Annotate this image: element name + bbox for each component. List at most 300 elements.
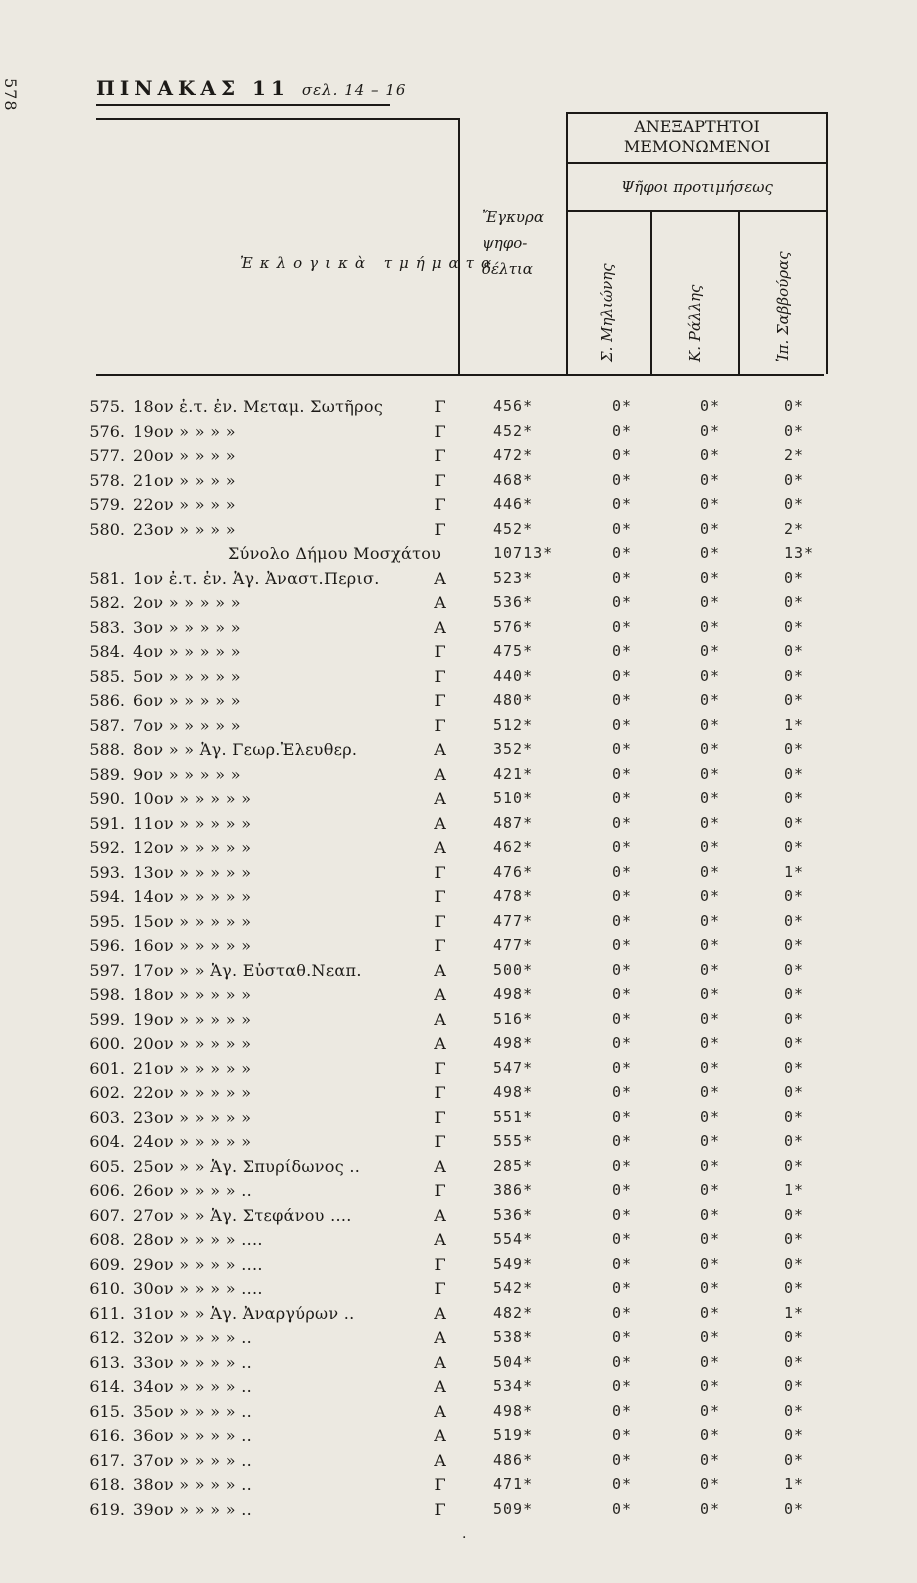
row-votes-milionis: 0* [612,1377,633,1395]
row-description: 16ον » » » » » [133,936,252,955]
row-votes-milionis: 0* [612,421,633,440]
row-number: 590. [89,789,125,808]
row-votes-rallis: 0* [700,985,721,1003]
row-district: Γ [434,715,446,735]
table-row [0,1105,917,1130]
row-number: 586. [89,691,125,710]
group-title [566,117,828,157]
row-votes-milionis: 0* [612,642,633,660]
row-number: 605. [89,1156,125,1176]
table-row [0,1080,917,1105]
row-number: 578. [89,470,125,490]
table-row [0,1056,917,1081]
row-votes-rallis: 0* [700,813,721,832]
row-votes-rallis: 0* [700,1181,721,1199]
row-valid-ballots: 512* [493,715,534,734]
row-district: Α [434,1034,446,1053]
row-number: 597. [89,960,125,980]
row-district: Α [434,1230,446,1249]
row-votes-savvouras: 0* [784,838,805,856]
row-number: 598. [89,985,125,1004]
row-description: 19ον » » » » » [133,1009,252,1029]
row-description: 5ον » » » » » [133,666,241,686]
row-votes-rallis: 0* [700,1107,721,1126]
row-votes-savvouras: 1* [784,715,805,734]
table-row [0,958,917,983]
row-number: 613. [89,1352,125,1372]
table-row [0,1154,917,1179]
row-votes-milionis: 0* [612,1230,633,1248]
row-votes-milionis: 0* [612,960,633,979]
row-district: Γ [434,470,446,490]
row-number: 617. [89,1450,125,1470]
candidate-label-3: Ἱπ. Σαββούρας [774,251,792,362]
row-number: 596. [89,936,125,955]
row-district: Γ [434,642,446,661]
row-district: Γ [434,446,446,465]
table-row [0,1325,917,1350]
row-district: Γ [434,1107,446,1127]
row-description: 30ον » » » » .... [133,1279,263,1298]
row-votes-rallis: 0* [700,642,721,660]
row-number: 577. [89,446,125,465]
row-votes-savvouras: 2* [784,519,805,538]
valid-header-line2: ψηφο- [482,234,528,252]
row-votes-rallis: 0* [700,1132,721,1150]
row-votes-rallis: 0* [700,740,721,758]
row-votes-rallis: 0* [700,544,721,562]
row-votes-rallis: 0* [700,470,721,489]
row-district: Γ [434,911,446,931]
row-number: 600. [89,1034,125,1053]
row-votes-rallis: 0* [700,617,721,636]
row-valid-ballots: 538* [493,1328,534,1346]
row-votes-rallis: 0* [700,666,721,685]
row-valid-ballots: 477* [493,936,534,954]
row-district: Α [434,1303,446,1323]
row-district: Γ [434,397,446,416]
row-valid-ballots: 551* [493,1107,534,1126]
header-top-rule [96,104,390,106]
row-description: 26ον » » » » .. [133,1181,252,1200]
row-votes-savvouras: 0* [784,1450,805,1469]
row-district: Γ [434,421,446,441]
row-valid-ballots: 500* [493,960,534,979]
row-votes-milionis: 0* [612,715,633,734]
table-row [0,468,917,493]
group-box-top [566,112,828,114]
row-valid-ballots: 352* [493,740,534,758]
row-votes-savvouras: 1* [784,1303,805,1322]
row-description: 6ον » » » » » [133,691,241,710]
row-number: 608. [89,1230,125,1249]
row-district: Α [434,1426,446,1445]
row-votes-milionis: 0* [612,593,633,611]
row-number: 619. [89,1499,125,1519]
candidate-label-2: Κ. Ράλλης [686,284,704,362]
row-district: Α [434,764,446,784]
row-votes-rallis: 0* [700,691,721,709]
row-votes-milionis: 0* [612,544,633,562]
row-votes-rallis: 0* [700,1083,721,1101]
row-description: 24ον » » » » » [133,1132,252,1151]
row-votes-milionis: 0* [612,813,633,832]
row-votes-savvouras: 0* [784,887,805,905]
row-votes-milionis: 0* [612,1107,633,1126]
row-valid-ballots: 516* [493,1009,534,1028]
row-description: 27ον » » Ἁγ. Στεφάνου .... [133,1205,352,1225]
row-votes-milionis: 0* [612,985,633,1003]
row-valid-ballots: 478* [493,887,534,905]
table-row [0,1178,917,1203]
col-divider-c2 [738,210,740,374]
row-valid-ballots: 542* [493,1279,534,1297]
page-title [96,76,406,100]
row-votes-milionis: 0* [612,1205,633,1224]
row-district: Γ [434,1132,446,1151]
row-votes-milionis: 0* [612,1450,633,1469]
row-votes-milionis: 0* [612,1254,633,1273]
row-votes-rallis: 0* [700,1230,721,1248]
row-votes-rallis: 0* [700,495,721,513]
row-number: 610. [89,1279,125,1298]
row-description: 23ον » » » » » [133,1107,252,1127]
row-votes-rallis: 0* [700,1279,721,1297]
row-district: Γ [434,1083,446,1102]
row-district: Γ [434,1279,446,1298]
row-number: 611. [89,1303,125,1323]
table-row [0,566,917,591]
row-valid-ballots: 475* [493,642,534,660]
row-number: 602. [89,1083,125,1102]
row-description: 11ον » » » » » [133,813,252,833]
row-description: 10ον » » » » » [133,789,252,808]
table-row [0,1374,917,1399]
valid-header-line3: δέλτια [482,260,533,278]
row-votes-savvouras: 0* [784,1352,805,1371]
row-votes-savvouras: 0* [784,911,805,930]
row-valid-ballots: 498* [493,1401,534,1420]
table-row [0,443,917,468]
row-district: Γ [434,887,446,906]
row-district: Γ [434,1058,446,1078]
row-votes-savvouras: 0* [784,642,805,660]
row-votes-milionis: 0* [612,838,633,856]
page-number: 578 [1,78,20,112]
table-row [0,419,917,444]
row-votes-savvouras: 1* [784,862,805,881]
row-district: Α [434,1352,446,1372]
row-number: 601. [89,1058,125,1078]
row-votes-rallis: 0* [700,1499,721,1518]
row-description: 35ον » » » » .. [133,1401,252,1421]
row-district: Α [434,985,446,1004]
row-description: 38ον » » » » .. [133,1475,252,1494]
row-number: 612. [89,1328,125,1347]
row-votes-savvouras: 0* [784,1156,805,1175]
row-description: 12ον » » » » » [133,838,252,857]
row-votes-rallis: 0* [700,1034,721,1052]
row-valid-ballots: 421* [493,764,534,783]
row-votes-rallis: 0* [700,1058,721,1077]
table-row [0,811,917,836]
row-number: 603. [89,1107,125,1127]
row-votes-savvouras: 0* [784,495,805,513]
row-valid-ballots: 452* [493,421,534,440]
row-votes-savvouras: 0* [784,1328,805,1346]
row-votes-rallis: 0* [700,1475,721,1493]
row-district: Α [434,1328,446,1347]
row-votes-milionis: 0* [612,1034,633,1052]
row-number: 614. [89,1377,125,1396]
row-votes-savvouras: 13* [784,544,815,562]
row-valid-ballots: 555* [493,1132,534,1150]
row-description: 21ον » » » » » [133,1058,252,1078]
row-number: 575. [89,397,125,416]
row-votes-savvouras: 0* [784,936,805,954]
row-valid-ballots: 536* [493,593,534,611]
row-number: 615. [89,1401,125,1421]
row-votes-milionis: 0* [612,1181,633,1199]
row-votes-rallis: 0* [700,1426,721,1444]
row-votes-milionis: 0* [612,1009,633,1028]
row-district: Γ [434,495,446,514]
row-votes-rallis: 0* [700,1009,721,1028]
row-description: 39ον » » » » .. [133,1499,252,1519]
row-description: 36ον » » » » .. [133,1426,252,1445]
row-votes-milionis: 0* [612,1303,633,1322]
row-valid-ballots: 519* [493,1426,534,1444]
row-votes-rallis: 0* [700,593,721,611]
row-district: Α [434,593,446,612]
row-valid-ballots: 549* [493,1254,534,1273]
row-votes-savvouras: 0* [784,568,805,587]
row-valid-ballots: 487* [493,813,534,832]
row-valid-ballots: 285* [493,1156,534,1175]
row-description: 8ον » » Ἁγ. Γεωρ.Ἐλευθερ. [133,740,358,759]
row-description: Σύνολο Δήμου Μοσχάτου [228,544,442,563]
row-number: 581. [89,568,125,588]
row-number: 609. [89,1254,125,1274]
row-votes-savvouras: 0* [784,421,805,440]
candidate-label-1: Σ. Μηλιώνης [598,263,616,362]
row-valid-ballots: 498* [493,985,534,1003]
row-district: Α [434,617,446,637]
row-district: Γ [434,519,446,539]
row-district: Α [434,1156,446,1176]
table-row [0,590,917,615]
row-votes-milionis: 0* [612,764,633,783]
table-row [0,1252,917,1277]
table-row [0,615,917,640]
row-number: 587. [89,715,125,735]
page-dot: · [462,1530,467,1546]
table-row [0,1203,917,1228]
row-votes-savvouras: 0* [784,1083,805,1101]
row-votes-savvouras: 1* [784,1181,805,1199]
row-description: 2ον » » » » » [133,593,241,612]
row-district: Α [434,960,446,980]
row-number: 604. [89,1132,125,1151]
row-votes-milionis: 0* [612,1083,633,1101]
row-district: Α [434,813,446,833]
row-number: 594. [89,887,125,906]
table-row [0,492,917,517]
row-valid-ballots: 534* [493,1377,534,1395]
row-votes-milionis: 0* [612,1426,633,1444]
row-valid-ballots: 482* [493,1303,534,1322]
table-row [0,737,917,762]
row-votes-rallis: 0* [700,519,721,538]
row-district: Γ [434,691,446,710]
row-votes-savvouras: 0* [784,617,805,636]
row-votes-rallis: 0* [700,1156,721,1175]
row-votes-milionis: 0* [612,887,633,905]
row-description: 32ον » » » » .. [133,1328,252,1347]
row-votes-rallis: 0* [700,1352,721,1371]
table-row [0,786,917,811]
row-number: 599. [89,1009,125,1029]
row-votes-milionis: 0* [612,568,633,587]
header-rule-2 [96,118,460,120]
table-row [0,1350,917,1375]
row-description: 17ον » » Ἁγ. Εὐσταθ.Νεαπ. [133,960,362,980]
table-row [0,884,917,909]
row-district: Γ [434,1181,446,1200]
preference-votes-header: Ψῆφοι προτιμήσεως [621,178,773,196]
row-votes-milionis: 0* [612,740,633,758]
group-title-line2: ΜΕΜΟΝΩΜΕΝΟΙ [623,137,771,156]
row-votes-savvouras: 0* [784,813,805,832]
row-description: 9ον » » » » » [133,764,241,784]
row-description: 18ον ἐ.τ. ἐν. Μεταμ. Σωτῆρος [133,397,384,416]
row-votes-savvouras: 0* [784,691,805,709]
row-description: 3ον » » » » » [133,617,241,637]
row-valid-ballots: 446* [493,495,534,513]
row-votes-rallis: 0* [700,1450,721,1469]
row-number: 585. [89,666,125,686]
row-votes-milionis: 0* [612,1058,633,1077]
row-votes-rallis: 0* [700,446,721,464]
row-valid-ballots: 440* [493,666,534,685]
row-number: 584. [89,642,125,661]
row-votes-milionis: 0* [612,1156,633,1175]
row-votes-savvouras: 2* [784,446,805,464]
row-votes-savvouras: 0* [784,740,805,758]
row-number: 589. [89,764,125,784]
row-votes-milionis: 0* [612,691,633,709]
row-votes-savvouras: 0* [784,1230,805,1248]
row-votes-savvouras: 0* [784,1034,805,1052]
pref-votes-rule [566,210,828,212]
table-row [0,982,917,1007]
sections-header: Ἐκλογικὰ τμήματα [240,254,499,272]
row-valid-ballots: 509* [493,1499,534,1518]
row-description: 4ον » » » » » [133,642,241,661]
table-title: ΠΙΝΑΚΑΣ 11 [96,76,290,100]
row-votes-savvouras: 0* [784,960,805,979]
row-valid-ballots: 480* [493,691,534,709]
row-number: 618. [89,1475,125,1494]
row-description: 22ον » » » » » [133,1083,252,1102]
row-description: 19ον » » » » [133,421,236,441]
table-row [0,1448,917,1473]
row-votes-milionis: 0* [612,789,633,807]
row-district: Γ [434,666,446,686]
row-votes-rallis: 0* [700,397,721,415]
table-row [0,1007,917,1032]
row-votes-milionis: 0* [612,666,633,685]
row-votes-rallis: 0* [700,715,721,734]
row-number: 583. [89,617,125,637]
row-votes-milionis: 0* [612,470,633,489]
row-votes-milionis: 0* [612,1279,633,1297]
row-description: 18ον » » » » » [133,985,252,1004]
row-votes-milionis: 0* [612,495,633,513]
row-description: 15ον » » » » » [133,911,252,931]
row-votes-milionis: 0* [612,1475,633,1493]
row-district: Γ [434,936,446,955]
row-number: 576. [89,421,125,441]
row-votes-rallis: 0* [700,862,721,881]
table-row [0,909,917,934]
row-valid-ballots: 547* [493,1058,534,1077]
row-valid-ballots: 472* [493,446,534,464]
table-row [0,1227,917,1252]
row-votes-milionis: 0* [612,446,633,464]
row-description: 37ον » » » » .. [133,1450,252,1470]
row-valid-ballots: 477* [493,911,534,930]
row-valid-ballots: 462* [493,838,534,856]
row-votes-savvouras: 0* [784,470,805,489]
row-description: 14ον » » » » » [133,887,252,906]
table-row [0,1276,917,1301]
row-votes-savvouras: 0* [784,1254,805,1273]
row-votes-milionis: 0* [612,1132,633,1150]
row-votes-savvouras: 0* [784,666,805,685]
row-votes-milionis: 0* [612,911,633,930]
row-description: 21ον » » » » [133,470,236,490]
row-votes-savvouras: 0* [784,1107,805,1126]
row-description: 29ον » » » » .... [133,1254,263,1274]
row-valid-ballots: 10713* [493,544,554,562]
table-subtitle: σελ. 14 – 16 [301,81,407,99]
row-votes-savvouras: 0* [784,1058,805,1077]
row-votes-rallis: 0* [700,1328,721,1346]
row-description: 33ον » » » » .. [133,1352,252,1372]
row-valid-ballots: 576* [493,617,534,636]
row-number: 606. [89,1181,125,1200]
row-district: Α [434,1377,446,1396]
table-row [0,639,917,664]
row-description: 22ον » » » » [133,495,236,514]
row-description: 13ον » » » » » [133,862,252,882]
total-row [0,541,917,566]
group-title-rule [566,162,828,164]
table-row [0,688,917,713]
row-valid-ballots: 510* [493,789,534,807]
row-description: 25ον » » Ἁγ. Σπυρίδωνος .. [133,1156,361,1176]
valid-ballots-header [482,204,544,282]
row-district: Α [434,838,446,857]
row-votes-rallis: 0* [700,421,721,440]
row-valid-ballots: 554* [493,1230,534,1248]
col-divider-valid-left [458,118,460,374]
row-district: Γ [434,862,446,882]
row-number: 592. [89,838,125,857]
row-number: 591. [89,813,125,833]
row-votes-rallis: 0* [700,1205,721,1224]
